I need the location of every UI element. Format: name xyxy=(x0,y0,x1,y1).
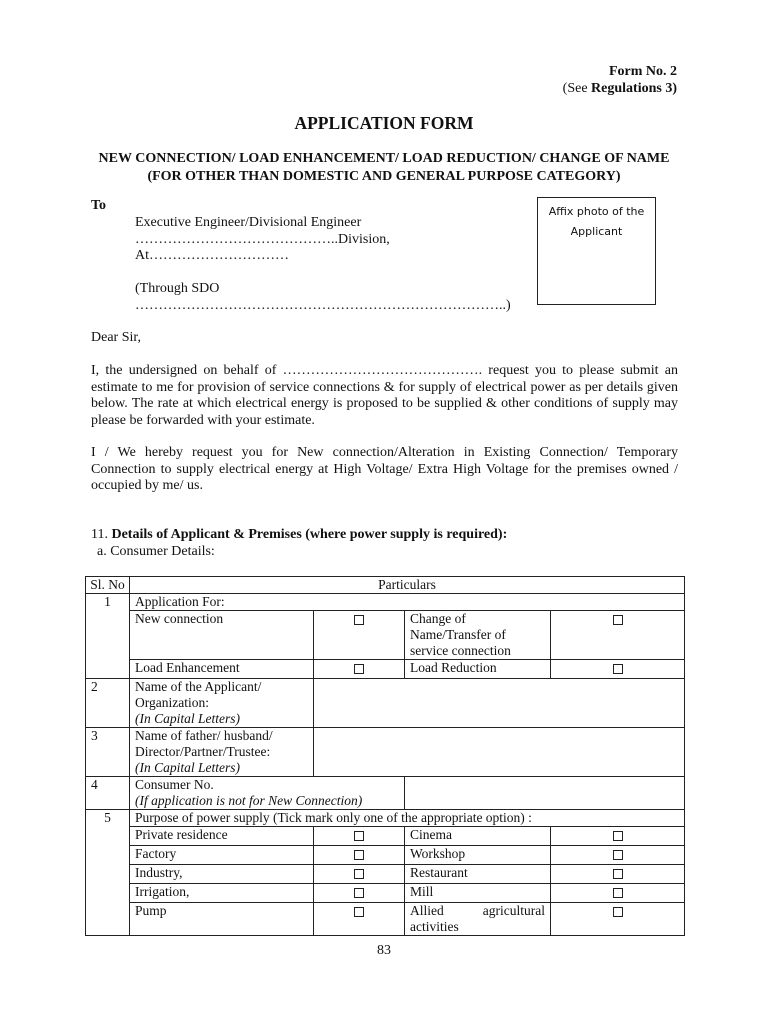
table-row xyxy=(86,884,685,903)
table-row xyxy=(86,660,685,679)
table-row xyxy=(86,810,685,827)
table-row xyxy=(86,846,685,865)
purpose-option: Cinema xyxy=(405,827,551,846)
checkbox-icon xyxy=(613,888,623,898)
checkbox-icon xyxy=(354,907,364,917)
table-header-row xyxy=(86,577,685,594)
applicant-name-line-1: Name of the Applicant/ xyxy=(135,679,262,694)
consumer-no-field[interactable] xyxy=(405,777,685,810)
purpose-option: Irrigation, xyxy=(130,884,314,903)
to-label: To xyxy=(91,198,107,213)
through-sdo-field: ……………………………………………………………………..) xyxy=(135,297,511,313)
sl-no: 2 xyxy=(86,679,130,728)
load-reduction-label: Load Reduction xyxy=(405,660,551,679)
regulation-reference xyxy=(563,80,677,97)
table-row xyxy=(86,679,685,728)
photo-box xyxy=(537,197,656,305)
page-title: APPLICATION FORM xyxy=(294,113,474,133)
table-row xyxy=(86,611,685,660)
purpose-option: Mill xyxy=(405,884,551,903)
father-name-label xyxy=(130,728,314,777)
request-paragraph: I, the undersigned on behalf of ……………………………………. request you to please submit an estimate to me for provision of service connections & for supply of electrical power as per details given below. The rate at which electrical energy is proposed to be supplied & other conditions of supply may please be forwarded with your estimate. xyxy=(91,363,678,428)
purpose-option: Restaurant xyxy=(405,865,551,884)
table-row xyxy=(86,865,685,884)
irrigation-checkbox[interactable] xyxy=(314,884,405,903)
section-number: 11. xyxy=(91,527,112,542)
cinema-checkbox[interactable] xyxy=(551,827,685,846)
addressee-title: Executive Engineer/Divisional Engineer xyxy=(135,215,362,230)
applicant-name-line-2: Organization: xyxy=(135,695,209,710)
checkbox-icon xyxy=(354,831,364,841)
restaurant-checkbox[interactable] xyxy=(551,865,685,884)
salutation: Dear Sir, xyxy=(91,330,141,345)
pump-checkbox[interactable] xyxy=(314,903,405,936)
father-name-line-2: Director/Partner/Trustee: xyxy=(135,744,271,759)
purpose-option: Industry, xyxy=(130,865,314,884)
table-row xyxy=(86,827,685,846)
checkbox-icon xyxy=(354,615,364,625)
change-of-name-checkbox[interactable] xyxy=(551,611,685,660)
purpose-option: Allied agricultural activities xyxy=(405,903,551,936)
allied-agricultural-checkbox[interactable] xyxy=(551,903,685,936)
subsection-heading: a. Consumer Details: xyxy=(97,544,215,559)
through-sdo-block xyxy=(135,281,511,314)
application-for-label: Application For: xyxy=(130,594,685,611)
load-enhancement-label: Load Enhancement xyxy=(130,660,314,679)
consumer-no-note: (If application is not for New Connection) xyxy=(135,793,363,808)
checkbox-icon xyxy=(354,664,364,674)
change-of-name-line-3: service connection xyxy=(410,643,511,658)
purpose-option: Workshop xyxy=(405,846,551,865)
applicant-name-label xyxy=(130,679,314,728)
sl-no: 5 xyxy=(86,810,130,936)
page-number: 83 xyxy=(377,943,391,958)
at-field: At………………………… xyxy=(135,248,289,263)
industry-checkbox[interactable] xyxy=(314,865,405,884)
purpose-option: Pump xyxy=(130,903,314,936)
see-prefix: (See xyxy=(562,81,592,96)
purpose-option: Private residence xyxy=(130,827,314,846)
factory-checkbox[interactable] xyxy=(314,846,405,865)
applicant-name-field[interactable] xyxy=(314,679,685,728)
sl-no-header: Sl. No xyxy=(86,577,130,594)
load-reduction-checkbox[interactable] xyxy=(551,660,685,679)
division-field: ……………………………………..Division, xyxy=(135,231,390,247)
capital-letters-note: (In Capital Letters) xyxy=(135,711,240,726)
table-row xyxy=(86,903,685,936)
subtitle-line-2: (FOR OTHER THAN DOMESTIC AND GENERAL PURPOSE CATEGORY) xyxy=(147,169,621,184)
consumer-details-table xyxy=(85,576,685,936)
checkbox-icon xyxy=(354,869,364,879)
through-sdo-label: (Through SDO xyxy=(135,281,220,296)
load-enhancement-checkbox[interactable] xyxy=(314,660,405,679)
table-row xyxy=(86,728,685,777)
workshop-checkbox[interactable] xyxy=(551,846,685,865)
particulars-header: Particulars xyxy=(130,577,685,594)
sl-no: 1 xyxy=(86,594,130,679)
new-connection-label: New connection xyxy=(130,611,314,660)
connection-request-paragraph: I / We hereby request you for New connection/Alteration in Existing Connection/ Temporary Connection to supply electrical energy at High Voltage/ Extra High Voltage for the premises owned / occupied by me/ us. xyxy=(91,445,678,493)
regulation-number: Regulations 3) xyxy=(591,81,677,96)
section-title: Details of Applicant & Premises (where power supply is required): xyxy=(111,527,508,542)
addressee-block xyxy=(135,215,390,265)
new-connection-checkbox[interactable] xyxy=(314,611,405,660)
table-row xyxy=(86,594,685,611)
father-name-line-1: Name of father/ husband/ xyxy=(135,728,273,743)
subtitle-line-1: NEW CONNECTION/ LOAD ENHANCEMENT/ LOAD REDUCTION/ CHANGE OF NAME xyxy=(98,151,670,166)
photo-box-line-2: Applicant xyxy=(570,225,623,238)
photo-box-line-1: Affix photo of the xyxy=(548,205,645,218)
private-residence-checkbox[interactable] xyxy=(314,827,405,846)
checkbox-icon xyxy=(613,907,623,917)
mill-checkbox[interactable] xyxy=(551,884,685,903)
checkbox-icon xyxy=(354,888,364,898)
change-of-name-line-2: Name/Transfer of xyxy=(410,627,506,642)
capital-letters-note: (In Capital Letters) xyxy=(135,760,240,775)
change-of-name-line-1: Change of xyxy=(410,611,466,626)
form-number: Form No. 2 xyxy=(608,64,677,79)
checkbox-icon xyxy=(613,664,623,674)
section-heading xyxy=(91,527,507,543)
form-number-block xyxy=(563,63,677,97)
sl-no: 3 xyxy=(86,728,130,777)
form-subtitle xyxy=(0,150,768,186)
checkbox-icon xyxy=(613,615,623,625)
table-row xyxy=(86,777,685,810)
sl-no: 4 xyxy=(86,777,130,810)
father-name-field[interactable] xyxy=(314,728,685,777)
consumer-no-label xyxy=(130,777,405,810)
checkbox-icon xyxy=(613,869,623,879)
purpose-label: Purpose of power supply (Tick mark only one of the appropriate option) : xyxy=(130,810,685,827)
consumer-no-text: Consumer No. xyxy=(135,777,214,792)
checkbox-icon xyxy=(354,850,364,860)
checkbox-icon xyxy=(613,850,623,860)
change-of-name-label xyxy=(405,611,551,660)
checkbox-icon xyxy=(613,831,623,841)
purpose-option: Factory xyxy=(130,846,314,865)
